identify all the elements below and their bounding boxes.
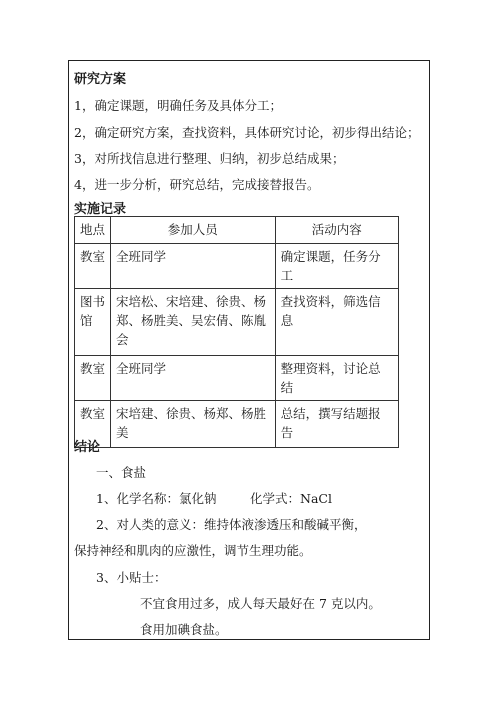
tip-line: 食用加碘食盐。	[140, 622, 228, 637]
plan-step: 1，确定课题，明确任务及具体分工；	[74, 98, 282, 113]
chem-name: 1、化学名称：氯化钠	[96, 491, 217, 506]
conclusion-heading: 结论	[74, 440, 101, 455]
section-title: 一、食盐	[96, 465, 147, 480]
table-row	[75, 244, 399, 289]
plan-step: 4，进一步分析，研究总结，完成接替报告。	[74, 177, 320, 192]
cell-place: 教室	[75, 244, 111, 289]
table-row	[75, 289, 399, 356]
table-header-row	[75, 217, 399, 244]
chem-formula: 化学式：NaCl	[250, 491, 332, 506]
cell-place: 教室	[75, 356, 111, 401]
cell-people: 全班同学	[111, 356, 276, 401]
cell-activity: 查找资料，筛选信息	[275, 289, 398, 356]
records-table	[74, 216, 399, 448]
records-heading: 实施记录	[74, 202, 127, 217]
cell-activity: 总结，撰写结题报告	[275, 401, 398, 448]
cell-people: 全班同学	[111, 244, 276, 289]
cell-activity: 确定课题，任务分工	[275, 244, 398, 289]
plan-step: 2，确定研究方案，查找资料，具体研究讨论，初步得出结论；	[74, 125, 420, 140]
tip-line: 不宜食用过多，成人每天最好在 7 克以内。	[140, 596, 381, 611]
header-activity: 活动内容	[275, 217, 398, 244]
cell-activity: 整理资料，讨论总结	[275, 356, 398, 401]
header-people: 参加人员	[111, 217, 276, 244]
tips-title: 3、小贴士：	[96, 570, 167, 585]
significance-line: 保持神经和肌肉的应激性，调节生理功能。	[74, 543, 312, 558]
plan-heading: 研究方案	[74, 72, 127, 87]
plan-step: 3，对所找信息进行整理、归纳，初步总结成果；	[74, 151, 345, 166]
header-place: 地点	[75, 217, 111, 244]
cell-place: 图书馆	[75, 289, 111, 356]
cell-people: 宋培建、徐贵、杨郑、杨胜美	[111, 401, 276, 448]
cell-place: 教室	[75, 401, 111, 448]
table-row	[75, 356, 399, 401]
significance-line: 2、对人类的意义：维持体液渗透压和酸碱平衡，	[96, 517, 367, 532]
cell-people: 宋培松、宋培建、徐贵、杨郑、杨胜美、吴宏倩、陈胤会	[111, 289, 276, 356]
table-row	[75, 401, 399, 448]
